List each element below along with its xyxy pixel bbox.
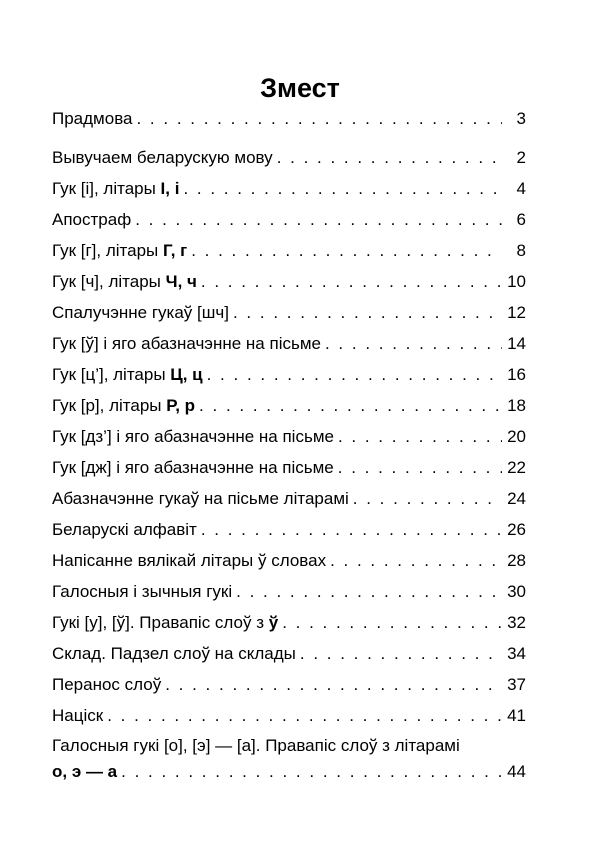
toc-page-number: 22	[507, 458, 526, 477]
dot-leader	[201, 514, 502, 545]
table-of-contents	[52, 103, 526, 785]
toc-entry-title-bold: ў	[268, 613, 279, 632]
toc-entry-title	[52, 359, 203, 390]
toc-entry[interactable]	[52, 700, 526, 731]
toc-entry[interactable]	[52, 514, 526, 545]
toc-entry[interactable]	[52, 328, 526, 359]
toc-entry-title-text: Склад. Падзел слоў на склады	[52, 644, 296, 663]
dot-leader	[353, 483, 502, 514]
toc-entry-title-bold: о, э — а	[52, 762, 118, 781]
toc-page-number: 28	[507, 551, 526, 570]
toc-entry-title	[52, 638, 296, 669]
dot-leader	[233, 297, 502, 328]
toc-entry-title	[52, 204, 131, 235]
dot-leader	[107, 700, 502, 731]
toc-entry-title	[52, 452, 334, 483]
toc-entry[interactable]	[52, 204, 526, 235]
toc-entry-title-bold: Р, р	[166, 396, 196, 415]
dot-leader	[338, 452, 502, 483]
toc-page-number: 24	[507, 489, 526, 508]
toc-entry-title-text: Гук [р], літары	[52, 396, 167, 415]
toc-entry-title	[52, 103, 132, 134]
toc-entry[interactable]	[52, 359, 526, 390]
toc-entry-title	[52, 173, 179, 204]
dot-leader	[121, 759, 502, 785]
toc-page-number: 10	[507, 272, 526, 291]
toc-entry-title-text: Гук [г], літары	[52, 241, 163, 260]
toc-page-number: 37	[507, 675, 526, 694]
toc-page-number: 18	[507, 396, 526, 415]
toc-entry-title	[52, 607, 278, 638]
toc-entry-title-bold: Ц, ц	[170, 365, 203, 384]
toc-entry-title-bold: Ч, ч	[165, 272, 197, 291]
toc-entry[interactable]	[52, 576, 526, 607]
toc-entry-title-bold: Г, г	[162, 241, 188, 260]
toc-entry-title-text: Гук [дж] і яго абазначэнне на пісьме	[52, 458, 334, 477]
toc-entry[interactable]	[52, 669, 526, 700]
dot-leader	[135, 204, 502, 235]
dot-leader	[300, 638, 502, 669]
toc-entry[interactable]	[52, 421, 526, 452]
toc-entry-title-text: Беларускі алфавіт	[52, 520, 197, 539]
toc-entry[interactable]	[52, 266, 526, 297]
toc-page-number: 20	[507, 427, 526, 446]
toc-page-number: 32	[507, 613, 526, 632]
dot-leader	[165, 669, 502, 700]
toc-entry-title	[52, 235, 187, 266]
toc-entry[interactable]	[52, 297, 526, 328]
toc-entry-title	[52, 700, 103, 731]
toc-entry-title-text: Гук [і], літары	[52, 179, 161, 198]
toc-entry-title-text: Гукі [у], [ў]. Правапіс слоў з	[52, 613, 269, 632]
toc-page-number: 44	[507, 762, 526, 781]
toc-entry-title-bold: І, і	[160, 179, 180, 198]
dot-leader	[236, 576, 502, 607]
toc-page-number: 26	[507, 520, 526, 539]
toc-entry[interactable]	[52, 173, 526, 204]
toc-entry[interactable]	[52, 390, 526, 421]
toc-page-number: 4	[516, 179, 526, 198]
toc-entry[interactable]	[52, 733, 526, 785]
toc-entry[interactable]	[52, 545, 526, 576]
toc-page-number: 8	[516, 241, 526, 260]
toc-entry-title	[52, 514, 197, 545]
toc-entry-title-text: Напісанне вялікай літары ў словах	[52, 551, 327, 570]
toc-entry-title-text: Вывучаем беларускую мову	[52, 148, 273, 167]
toc-entry-title-text: Перанос слоў	[52, 675, 162, 694]
toc-entry-title-text: Абазначэнне гукаў на пісьме літарамі	[52, 489, 349, 508]
toc-entry-title: Галосныя гукі [о], [э] — [а]. Правапіс слоў з літарамі	[52, 736, 460, 755]
toc-entry-title	[52, 297, 229, 328]
dot-leader	[325, 328, 502, 359]
dot-leader	[277, 142, 502, 173]
dot-leader	[330, 545, 502, 576]
toc-page-number: 14	[507, 334, 526, 353]
toc-entry[interactable]	[52, 607, 526, 638]
toc-entry-title-text: Гук [ч], літары	[52, 272, 166, 291]
toc-entry-title	[52, 545, 326, 576]
toc-entry-title-text: Гук [ц’], літары	[52, 365, 171, 384]
dot-leader	[191, 235, 502, 266]
toc-entry[interactable]	[52, 452, 526, 483]
toc-entry-title-text: Гук [ў] і яго абазначэнне на пісьме	[52, 334, 321, 353]
toc-page-number: 6	[516, 210, 526, 229]
toc-entry[interactable]	[52, 235, 526, 266]
page-title: Змест	[260, 73, 340, 103]
dot-leader	[199, 390, 502, 421]
dot-leader	[201, 266, 502, 297]
toc-page-number: 34	[507, 644, 526, 663]
dot-leader	[183, 173, 502, 204]
dot-leader	[338, 421, 502, 452]
toc-page-number: 12	[507, 303, 526, 322]
toc-entry-title	[52, 390, 195, 421]
dot-leader	[136, 103, 502, 134]
toc-entry-title-text: Гук [дз’] і яго абазначэнне на пісьме	[52, 427, 334, 446]
dot-leader	[207, 359, 502, 390]
toc-page-number: 2	[516, 148, 526, 167]
toc-entry-title	[52, 576, 232, 607]
toc-entry-title	[52, 669, 161, 700]
toc-entry-title	[52, 142, 273, 173]
dot-leader	[282, 607, 502, 638]
toc-entry[interactable]	[52, 103, 526, 134]
toc-entry-title-text: Націск	[52, 706, 104, 725]
toc-page-number: 16	[507, 365, 526, 384]
toc-entry-title	[52, 328, 321, 359]
toc-entry-title-text: Апостраф	[52, 210, 132, 229]
toc-entry[interactable]	[52, 142, 526, 173]
toc-page-number: 3	[516, 109, 526, 128]
toc-entry[interactable]	[52, 483, 526, 514]
toc-entry-title	[52, 483, 349, 514]
toc-entry-title-text: Галосныя і зычныя гукі	[52, 582, 233, 601]
toc-entry-title-text: Прадмова	[52, 109, 133, 128]
toc-entry-title	[52, 421, 334, 452]
toc-entry-title-text: Спалучэнне гукаў [шч]	[52, 303, 229, 322]
toc-entry-title	[52, 266, 197, 297]
toc-page-number: 30	[507, 582, 526, 601]
toc-page-number: 41	[507, 706, 526, 725]
toc-entry[interactable]	[52, 638, 526, 669]
